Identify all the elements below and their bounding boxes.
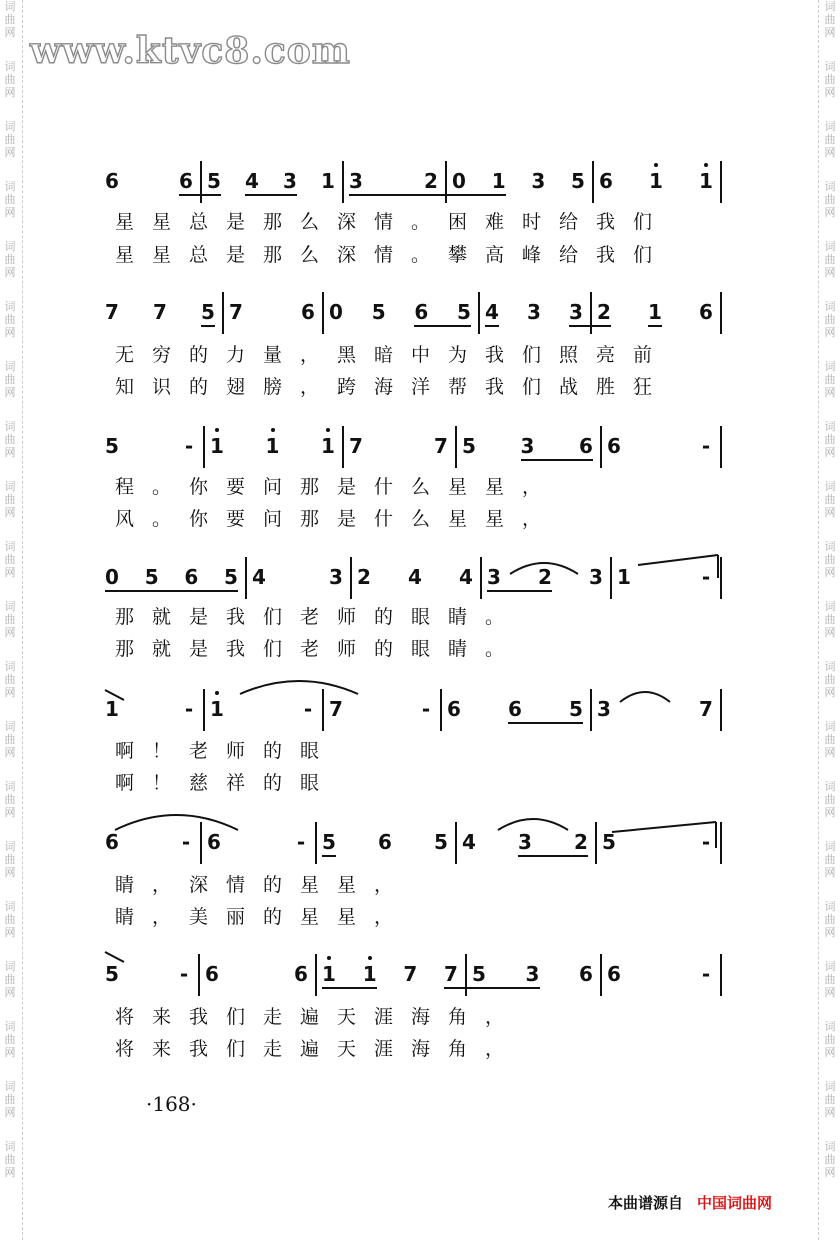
note: 5 [569, 697, 583, 721]
note: 2 [574, 830, 588, 854]
note: 4 [485, 300, 499, 324]
note: 5 [457, 300, 471, 324]
note: 3 [487, 565, 501, 589]
note: 4 [459, 565, 473, 589]
lyric-line-1: 睛，深情的星星， [115, 874, 412, 896]
source-note [608, 1192, 772, 1213]
lyric-line-2: 风。你要问那是什么星星， [115, 508, 560, 530]
lyric-line-1: 程。你要问那是什么星星， [115, 476, 560, 498]
note: 0 [329, 300, 343, 324]
lyric-line-1: 啊！老师的眼 [115, 740, 338, 762]
note: 6 [699, 300, 713, 324]
note: 7 [699, 697, 713, 721]
note: 1 [617, 565, 631, 589]
note: 1 [105, 697, 119, 721]
note: 6 [579, 434, 593, 458]
note: 6 [599, 169, 613, 193]
slur [240, 681, 358, 694]
note: - [181, 830, 191, 854]
lyric-line-2: 睛，美丽的星星， [115, 906, 412, 928]
note: - [421, 697, 431, 721]
note: - [701, 565, 711, 589]
note: 3 [525, 962, 540, 986]
note: - [296, 830, 306, 854]
note: 2 [597, 300, 611, 324]
note: 2 [538, 565, 552, 589]
note: 4 [462, 830, 476, 854]
note: 3 [589, 565, 603, 589]
note: 5 [105, 962, 119, 986]
note: 7 [105, 300, 119, 324]
note: 5 [602, 830, 616, 854]
note: 6 [579, 962, 593, 986]
right-side-watermark: 词 曲 网 词 曲 网 词 曲 网 词 曲 网 词 曲 网 词 曲 网 词 曲 网 词 曲 网 词 曲 网 词 曲 网 词 曲 网 词 曲 网 词 曲 网 词 曲 网 词 曲 网 词 曲 网 词 曲 网 词 曲 网 词 曲 网 词 曲 网 [824, 0, 836, 1179]
note: - [701, 962, 711, 986]
note: 6 [105, 830, 119, 854]
note: 7 [153, 300, 167, 324]
note: 6 [207, 830, 221, 854]
note: 1 [321, 169, 335, 193]
note: - [701, 830, 711, 854]
slur [510, 563, 578, 574]
note: 7 [444, 962, 458, 986]
note: 5 [144, 565, 159, 589]
note: 1 [648, 169, 664, 193]
note: 3 [349, 169, 363, 193]
tie-bracket [638, 555, 718, 565]
note: 1 [321, 962, 337, 986]
note: 1 [698, 169, 714, 193]
page-number: ·168· [146, 1092, 197, 1116]
note: 4 [252, 565, 266, 589]
note: 1 [320, 434, 336, 458]
note: 3 [597, 697, 611, 721]
note: 1 [491, 169, 506, 193]
note: 6 [179, 169, 193, 193]
note: 5 [462, 434, 476, 458]
note: 7 [349, 434, 363, 458]
lyric-line-2: 星星总是那么深情。攀高峰给我们 [115, 244, 671, 266]
note: 6 [294, 962, 308, 986]
note: 1 [362, 962, 378, 986]
note: - [184, 434, 194, 458]
lyric-line-2: 知识的翅膀，跨海洋帮我们战胜狂 [115, 376, 671, 398]
slur [620, 692, 670, 702]
note: 3 [569, 300, 583, 324]
note: 5 [472, 962, 486, 986]
note: 6 [378, 830, 392, 854]
note: 1 [209, 434, 225, 458]
note: 7 [434, 434, 448, 458]
note: - [303, 697, 313, 721]
note: 5 [105, 434, 119, 458]
note: 0 [452, 169, 466, 193]
note: 6 [447, 697, 461, 721]
note: 3 [520, 434, 535, 458]
note: 5 [571, 169, 585, 193]
lyric-line-1: 那就是我们老师的眼睛。 [115, 606, 523, 628]
note: 1 [209, 697, 225, 721]
slur [498, 819, 568, 830]
note: 6 [607, 962, 621, 986]
tie-bracket [105, 952, 124, 962]
note: 6 [105, 169, 119, 193]
note: 6 [205, 962, 219, 986]
note: 3 [283, 169, 297, 193]
note: 3 [531, 169, 546, 193]
note: 6 [301, 300, 315, 324]
lyric-line-1: 将来我们走遍天涯海角， [115, 1006, 523, 1028]
note: 5 [322, 830, 336, 854]
note: 7 [329, 697, 343, 721]
note: - [184, 697, 194, 721]
note: 6 [184, 565, 199, 589]
note: 5 [207, 169, 221, 193]
note: 5 [224, 565, 238, 589]
lyric-line-2: 那就是我们老师的眼睛。 [115, 638, 523, 660]
note: 5 [434, 830, 448, 854]
note: 1 [648, 300, 662, 324]
lyric-line-1: 星星总是那么深情。困难时给我们 [115, 211, 671, 233]
lyric-line-2: 啊！慈祥的眼 [115, 772, 338, 794]
left-side-watermark: 词 曲 网 词 曲 网 词 曲 网 词 曲 网 词 曲 网 词 曲 网 词 曲 网 词 曲 网 词 曲 网 词 曲 网 词 曲 网 词 曲 网 词 曲 网 词 曲 网 词 曲 网 词 曲 网 词 曲 网 词 曲 网 词 曲 网 词 曲 网 [4, 0, 16, 1179]
note: 0 [105, 565, 119, 589]
note: 2 [424, 169, 438, 193]
note: 5 [371, 300, 386, 324]
note: - [179, 962, 189, 986]
source-site: 中国词曲网 [697, 1194, 773, 1212]
slur [115, 815, 238, 830]
lyric-line-2: 将来我们走遍天涯海角， [115, 1038, 523, 1060]
note: 7 [403, 962, 418, 986]
note: 6 [607, 434, 621, 458]
note: 3 [518, 830, 532, 854]
note: 6 [508, 697, 522, 721]
note: 4 [408, 565, 422, 589]
note: 5 [201, 300, 215, 324]
lyric-line-1: 无穷的力量，黑暗中为我们照亮前 [115, 344, 671, 366]
note: 3 [527, 300, 541, 324]
note: 1 [265, 434, 281, 458]
watermark: www.ktvc8.com [30, 30, 351, 72]
note: 4 [245, 169, 259, 193]
tie-bracket [105, 690, 124, 700]
source-label: 本曲谱源自 [608, 1194, 684, 1212]
note: 3 [329, 565, 343, 589]
note: - [701, 434, 711, 458]
note: 6 [414, 300, 429, 324]
tie-bracket [612, 822, 716, 832]
note: 7 [229, 300, 243, 324]
note: 2 [357, 565, 371, 589]
